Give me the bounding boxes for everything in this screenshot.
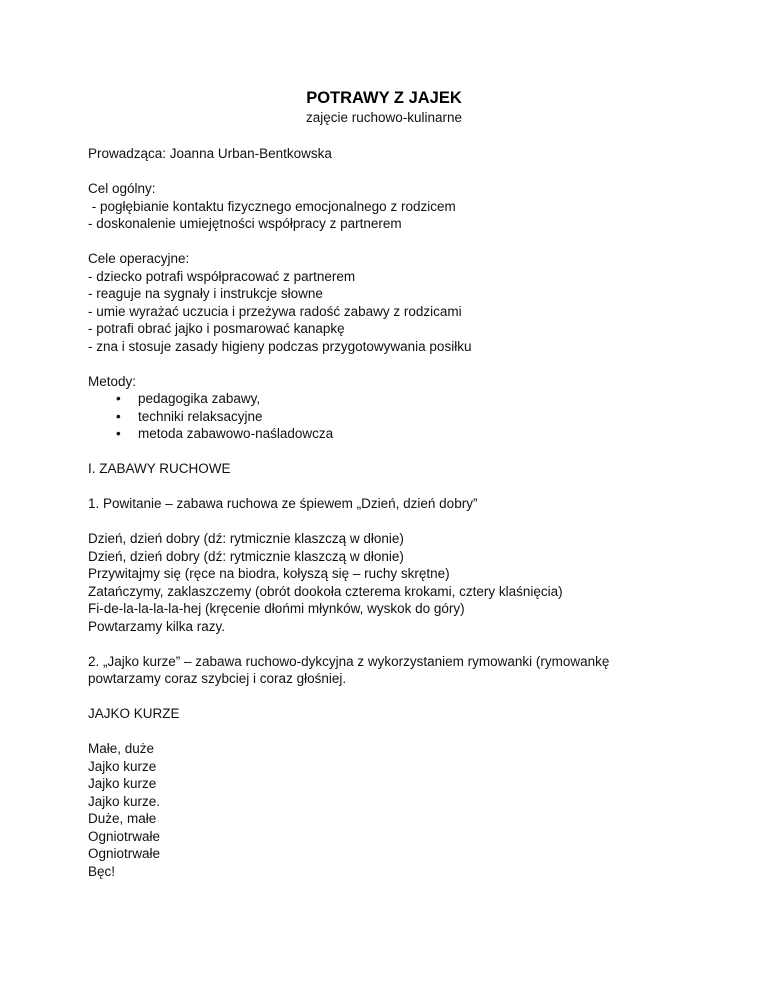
document-body <box>88 145 708 898</box>
general-goal-item: - pogłębianie kontaktu fizycznego emocjonalnego z rodzicem <box>88 198 456 214</box>
leader-paragraph <box>88 145 708 163</box>
song-line: Powtarzamy kilka razy. <box>88 618 226 634</box>
activity-1-title: 1. Powitanie – zabawa ruchowa ze śpiewem „Dzień, dzień dobry” <box>88 496 478 511</box>
activity-2-paragraph <box>88 653 708 688</box>
general-goal-item: - doskonalenie umiejętności współpracy z partnerem <box>88 216 402 231</box>
activity-1-song <box>88 530 708 635</box>
poem-title-paragraph <box>88 705 708 723</box>
activity-2-line: 2. „Jajko kurze” – zabawa ruchowo-dykcyjna z wykorzystaniem rymowanki (rymowankę <box>88 653 610 669</box>
operational-goals-heading: Cele operacyjne: <box>88 251 190 266</box>
operational-goal-item: - zna i stosuje zasady higieny podczas przygotowywania posiłku <box>88 338 472 354</box>
poem-line: Jajko kurze <box>88 758 157 774</box>
poem-line: Ogniotrwałe <box>88 828 161 844</box>
methods-list-item: • pedagogika zabawy, <box>88 390 708 408</box>
activity-1-title-paragraph <box>88 495 708 513</box>
poem-body <box>88 740 708 880</box>
methods-list-item: • metoda zabawowo-naśladowcza <box>88 425 708 443</box>
poem-line: Małe, duże <box>88 741 155 756</box>
leader-text: Prowadząca: Joanna Urban-Bentkowska <box>88 146 332 161</box>
song-line: Dzień, dzień dobry (dź: rytmicznie klaszczą w dłonie) <box>88 531 404 546</box>
operational-goals-section <box>88 250 708 355</box>
song-line: Przywitajmy się (ręce na biodra, kołyszą się – ruchy skrętne) <box>88 566 450 581</box>
operational-goal-item: - dziecko potrafi współpracować z partnerem <box>88 268 356 284</box>
operational-goal-item: - potrafi obrać jajko i posmarować kanapkę <box>88 321 345 336</box>
section-heading <box>88 460 708 478</box>
title-block <box>0 87 768 127</box>
methods-list <box>88 390 708 443</box>
methods-list-item: • techniki relaksacyjne <box>88 408 708 426</box>
poem-line: Ogniotrwałe <box>88 846 161 861</box>
general-goal-section <box>88 180 708 233</box>
poem-line: Bęc! <box>88 863 116 879</box>
methods-heading: Metody: <box>88 373 137 389</box>
song-line: Dzień, dzień dobry (dź: rytmicznie klaszczą w dłonie) <box>88 548 404 564</box>
methods-section <box>88 373 708 443</box>
poem-line: Jajko kurze <box>88 776 157 791</box>
document-subtitle: zajęcie ruchowo-kulinarne <box>305 110 463 125</box>
section-1-heading: I. ZABAWY RUCHOWE <box>88 461 231 476</box>
poem-line: Duże, małe <box>88 811 157 826</box>
operational-goal-item: - umie wyrażać uczucia i przeżywa radość zabawy z rodzicami <box>88 303 462 319</box>
song-line: Zatańczymy, zaklaszczemy (obrót dookoła czterema krokami, cztery klaśnięcia) <box>88 583 563 599</box>
operational-goal-item: - reaguje na sygnały i instrukcje słowne <box>88 286 323 301</box>
document-title: POTRAWY Z JAJEK <box>306 89 462 107</box>
activity-2-line: powtarzamy coraz szybciej i coraz głośniej. <box>88 671 347 686</box>
poem-line: Jajko kurze. <box>88 793 161 809</box>
general-goal-heading: Cel ogólny: <box>88 181 156 196</box>
poem-title: JAJKO KURZE <box>88 706 180 721</box>
song-line: Fi-de-la-la-la-la-hej (kręcenie dłońmi młynków, wyskok do góry) <box>88 601 465 616</box>
